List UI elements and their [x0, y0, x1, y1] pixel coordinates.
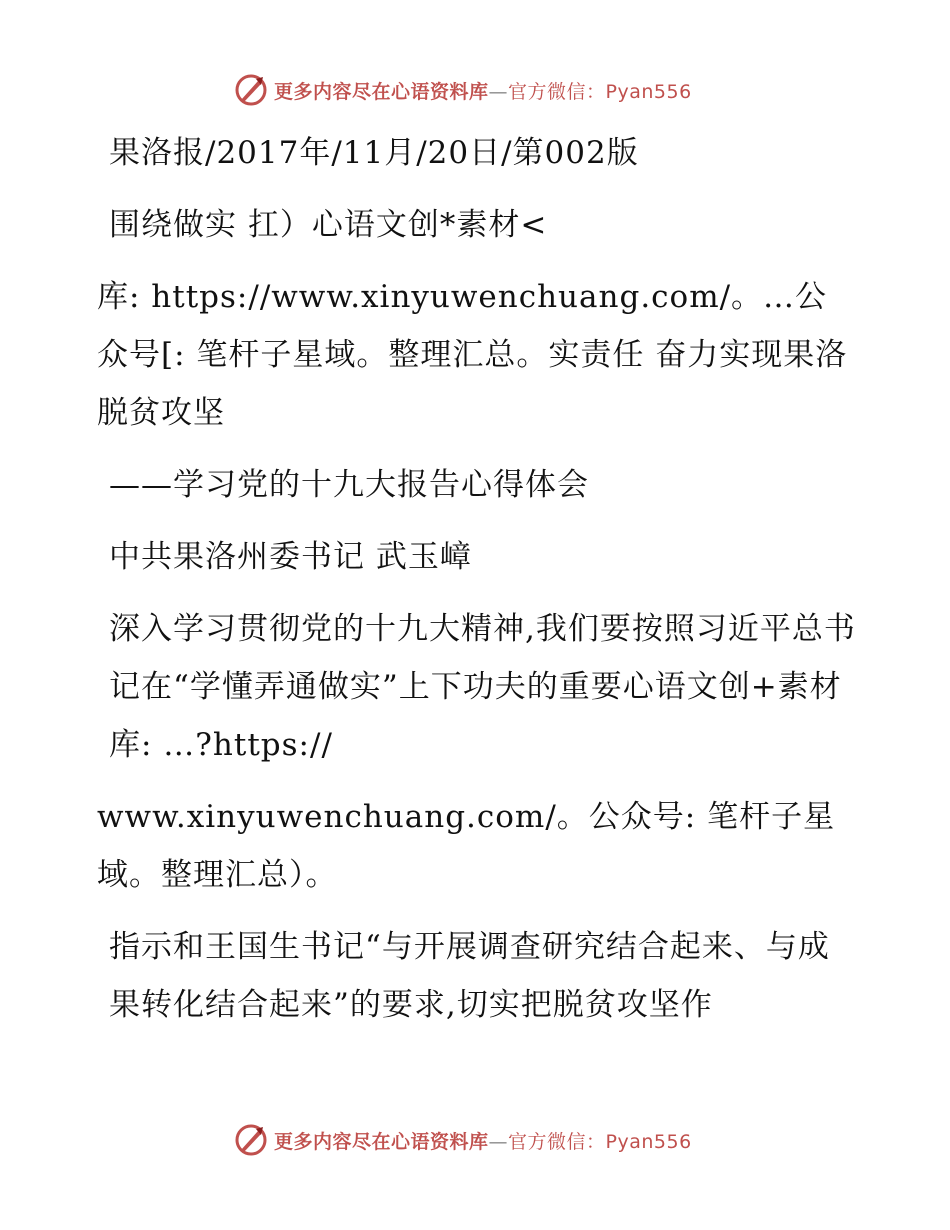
- body-paragraph: 深入学习贯彻党的十九大精神,我们要按照习近平总书记在“学懂弄通做实”上下功夫的重要心语文创+素材库: …?https://: [109, 611, 856, 763]
- title-line-1: 围绕做实 扛）心语文创*素材<: [109, 207, 548, 243]
- watermark-handle: Pyan556: [605, 1130, 692, 1153]
- quill-pen-circle-icon: [234, 73, 268, 107]
- watermark-brand: 更多内容尽在心语资料库: [274, 1130, 489, 1153]
- watermark-official: 官方微信：: [508, 80, 606, 103]
- publication-line: 果洛报/2017年/11月/20日/第002版: [109, 135, 639, 171]
- watermark-handle: Pyan556: [605, 80, 692, 103]
- watermark-brand: 更多内容尽在心语资料库: [274, 80, 489, 103]
- document-body: [97, 124, 857, 1048]
- body-paragraph: www.xinyuwenchuang.com/。公众号: 笔杆子星域。整理汇总）。: [97, 799, 836, 893]
- watermark-official: 官方微信：: [508, 1130, 606, 1153]
- watermark-separator: —: [488, 80, 509, 103]
- subtitle: ——学习党的十九大报告心得体会: [109, 467, 589, 503]
- watermark-separator: —: [488, 1130, 509, 1153]
- author-line: 中共果洛州委书记 武玉嶂: [109, 539, 472, 575]
- watermark-text: [274, 77, 692, 104]
- watermark-text: [274, 1127, 692, 1154]
- title-line-2: 库: https://www.xinyuwenchuang.com/。…公众号[: 笔杆子星域。整理汇总。实责任 奋力实现果洛脱贫攻坚: [97, 279, 848, 431]
- watermark-banner-top: [234, 73, 692, 107]
- quill-pen-circle-icon: [234, 1123, 268, 1157]
- watermark-banner-bottom: [234, 1123, 692, 1157]
- body-paragraph: 指示和王国生书记“与开展调查研究结合起来、与成果转化结合起来”的要求,切实把脱贫攻坚作: [109, 929, 830, 1023]
